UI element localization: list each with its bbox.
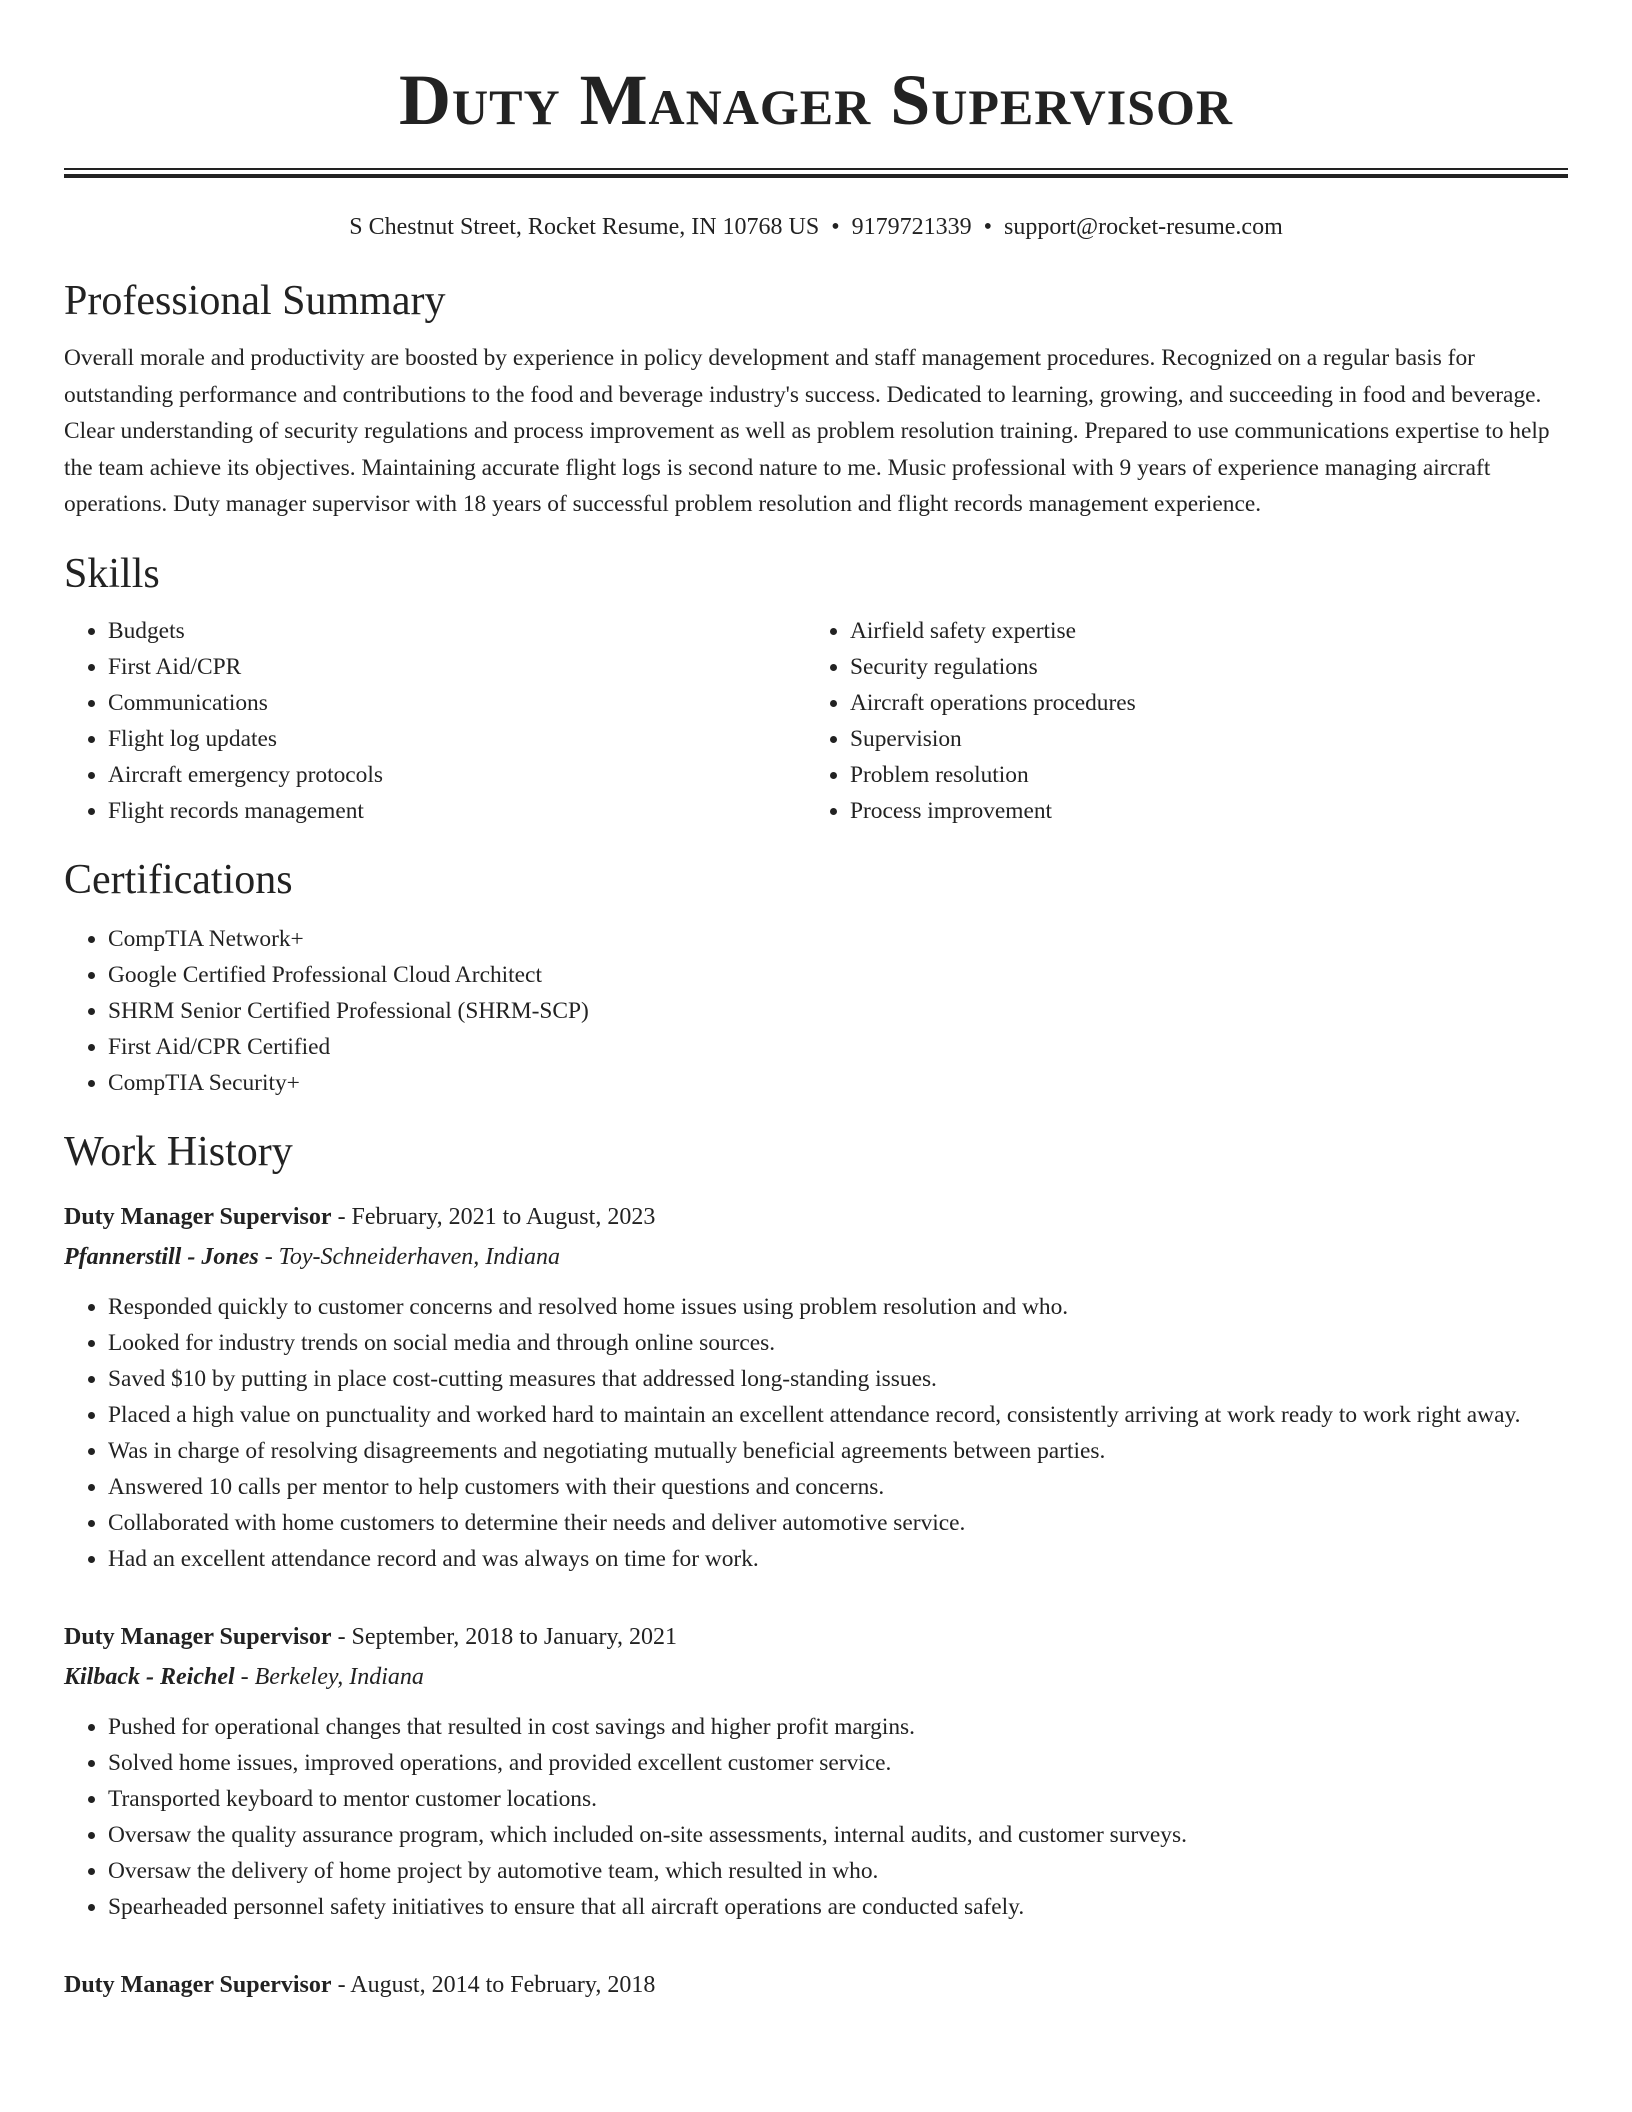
job-bullet: • Answered 10 calls per mentor to help customers with their questions and concerns.	[108, 1469, 1568, 1505]
job-entry	[64, 1197, 1568, 1577]
job-header	[64, 1965, 1568, 2005]
skill-item: • Communications	[108, 685, 806, 721]
skill-item: • Aircraft emergency protocols	[108, 757, 806, 793]
job-bullet: • Spearheaded personnel safety initiatives to ensure that all aircraft operations are conducted safely.	[108, 1889, 1568, 1925]
header-divider	[64, 168, 1568, 178]
contact-address: S Chestnut Street, Rocket Resume, IN 10768 US	[349, 214, 820, 240]
job-location: - Toy-Schneiderhaven, Indiana	[258, 1243, 560, 1270]
job-bullet: • Solved home issues, improved operations, and provided excellent customer service.	[108, 1745, 1568, 1781]
job-dates: - September, 2018 to January, 2021	[331, 1623, 677, 1650]
skill-item: • Flight log updates	[108, 721, 806, 757]
certification-item: • CompTIA Security+	[108, 1065, 1568, 1101]
job-entry	[64, 1617, 1568, 1925]
work-history-heading: Work History	[64, 1128, 293, 1175]
skill-item: • Flight records management	[108, 793, 806, 829]
certifications-heading: Certifications	[64, 856, 293, 903]
job-bullets	[64, 1709, 1568, 1925]
job-bullet: • Was in charge of resolving disagreements and negotiating mutually beneficial agreements between parties.	[108, 1433, 1568, 1469]
job-bullet: • Pushed for operational changes that resulted in cost savings and higher profit margins.	[108, 1709, 1568, 1745]
job-entry	[64, 1965, 1568, 2005]
skill-item: • Aircraft operations procedures	[850, 685, 1548, 721]
job-title: Duty Manager Supervisor	[64, 1623, 332, 1650]
certification-item: • CompTIA Network+	[108, 921, 1568, 957]
skills-heading: Skills	[64, 550, 160, 597]
skill-item: • Problem resolution	[850, 757, 1548, 793]
job-dates: - February, 2021 to August, 2023	[331, 1203, 656, 1230]
job-bullet: • Oversaw the quality assurance program, which included on-site assessments, internal audits, and customer surveys.	[108, 1817, 1568, 1853]
job-bullet: • Oversaw the delivery of home project by automotive team, which resulted in who.	[108, 1853, 1568, 1889]
job-company: Pfannerstill - Jones	[64, 1243, 259, 1270]
summary-heading: Professional Summary	[64, 278, 446, 324]
job-location: - Berkeley, Indiana	[234, 1663, 424, 1690]
certification-item: • SHRM Senior Certified Professional (SHRM-SCP)	[108, 993, 1568, 1029]
contact-phone: 9179721339	[851, 214, 972, 240]
job-company: Kilback - Reichel	[64, 1663, 235, 1690]
job-bullet: • Collaborated with home customers to determine their needs and deliver automotive service.	[108, 1505, 1568, 1541]
job-bullets	[64, 1289, 1568, 1577]
summary-text: Overall morale and productivity are boosted by experience in policy development and staff management procedures. Recognized on a regular basis for outstanding performance and contributions to the food and beverage industry's success. Dedicated to learning, growing, and succeeding in food and beverage. Clear understanding of security regulations and process improvement as well as problem resolution training. Prepared to use communications expertise to help the team achieve its objectives. Maintaining accurate flight logs is second nature to me. Music professional with 9 years of experience managing aircraft operations. Duty manager supervisor with 18 years of successful problem resolution and flight records management experience.	[64, 345, 1550, 517]
job-bullet: • Transported keyboard to mentor customer locations.	[108, 1781, 1568, 1817]
job-employer	[64, 1237, 1568, 1277]
resume-name: Duty Manager Supervisor	[399, 60, 1233, 140]
job-bullet: • Responded quickly to customer concerns and resolved home issues using problem resolution and who.	[108, 1289, 1568, 1325]
job-bullet: • Looked for industry trends on social media and through online sources.	[108, 1325, 1568, 1361]
certifications-list	[64, 921, 1568, 1101]
skills-grid	[64, 613, 1568, 829]
skills-list-left	[64, 613, 806, 829]
contact-separator: •	[831, 214, 840, 240]
contact-line	[64, 212, 1568, 242]
skills-column-left	[64, 613, 806, 829]
certification-item: • First Aid/CPR Certified	[108, 1029, 1568, 1065]
job-header	[64, 1197, 1568, 1237]
job-header	[64, 1617, 1568, 1657]
job-title: Duty Manager Supervisor	[64, 1203, 332, 1230]
job-dates: - August, 2014 to February, 2018	[331, 1971, 656, 1998]
job-bullet: • Had an excellent attendance record and was always on time for work.	[108, 1541, 1568, 1577]
skills-column-right	[806, 613, 1548, 829]
skill-item: • Process improvement	[850, 793, 1548, 829]
certification-item: • Google Certified Professional Cloud Architect	[108, 957, 1568, 993]
skill-item: • Supervision	[850, 721, 1548, 757]
job-bullet: • Placed a high value on punctuality and worked hard to maintain an excellent attendance record, consistently arriving at work ready to work right away.	[108, 1397, 1568, 1433]
job-title: Duty Manager Supervisor	[64, 1971, 332, 1998]
skill-item: • Security regulations	[850, 649, 1548, 685]
contact-separator: •	[983, 214, 993, 240]
job-bullet: • Saved $10 by putting in place cost-cutting measures that addressed long-standing issues.	[108, 1361, 1568, 1397]
skill-item: • First Aid/CPR	[108, 649, 806, 685]
job-employer	[64, 1657, 1568, 1697]
skills-list-right	[806, 613, 1548, 829]
skill-item: • Budgets	[108, 613, 806, 649]
contact-email: support@rocket-resume.com	[1004, 214, 1283, 240]
skill-item: • Airfield safety expertise	[850, 613, 1548, 649]
